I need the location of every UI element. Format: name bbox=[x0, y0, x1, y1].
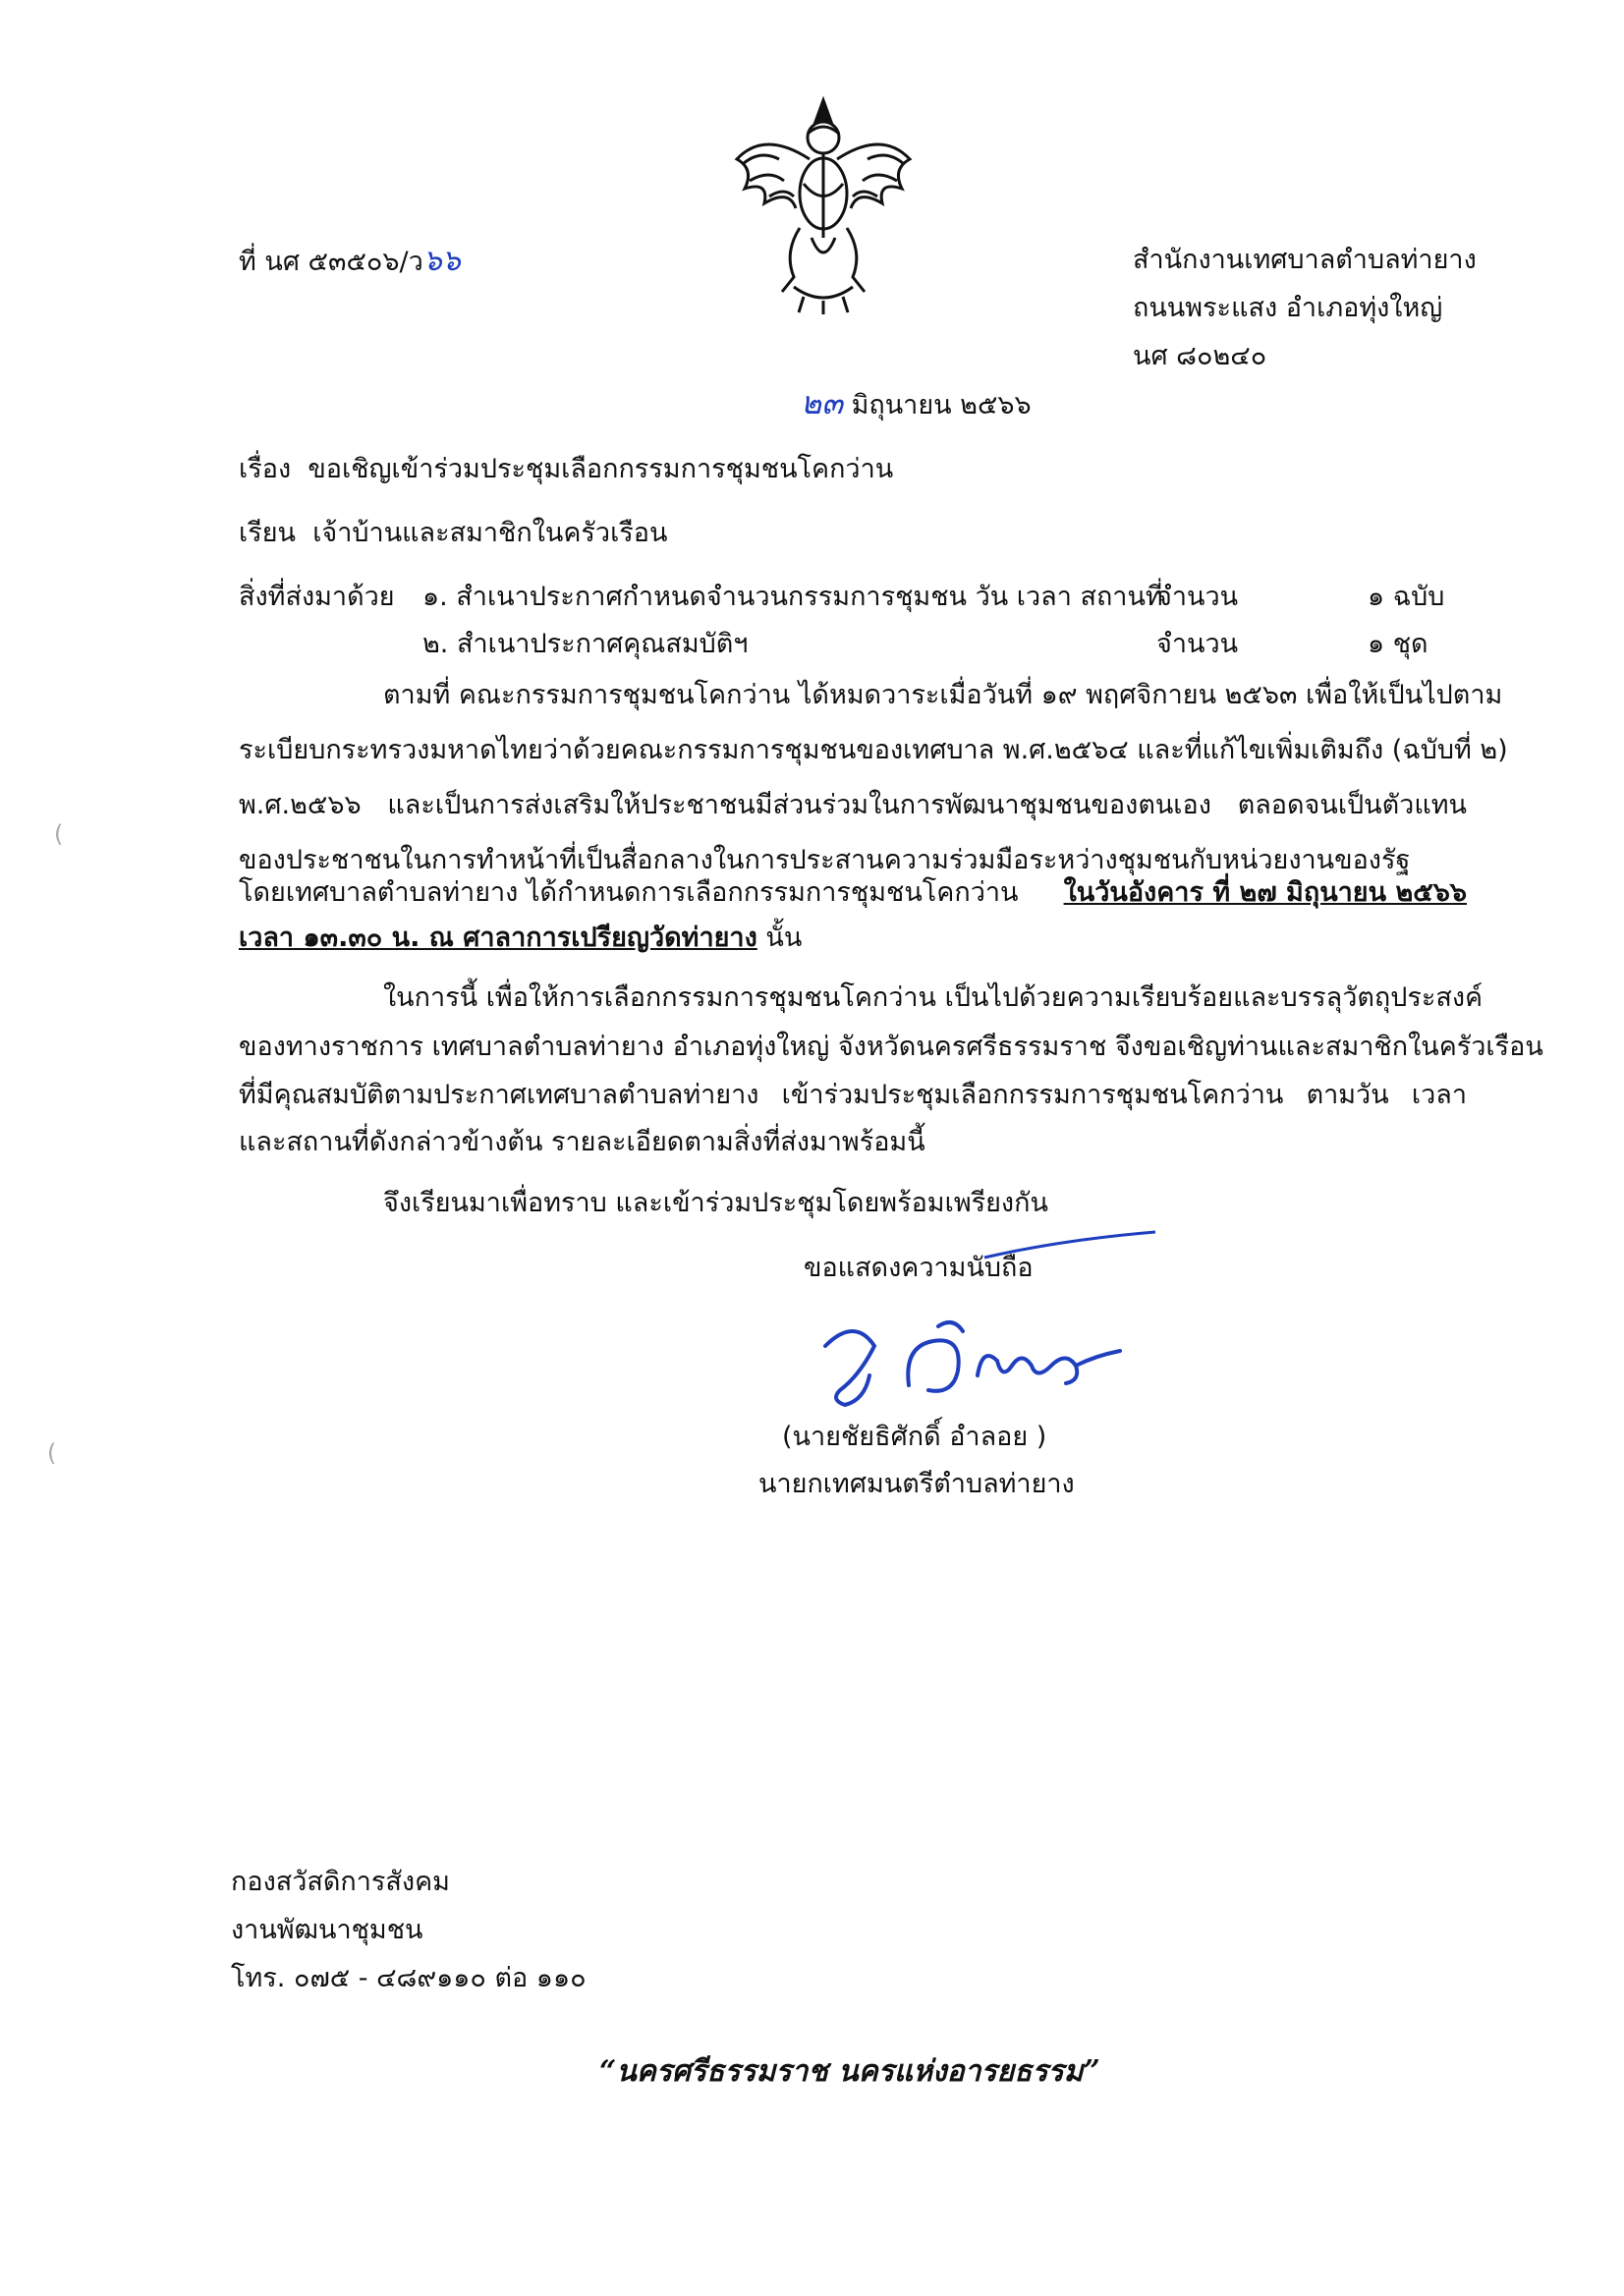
enclosure-item-2-qty-label: จำนวน bbox=[1156, 629, 1239, 659]
paragraph-1-line-5-text: โดยเทศบาลตำบลท่ายาง ได้กำหนดการเลือกกรรมการชุมชนโคกว่าน bbox=[239, 877, 1019, 908]
document-number-prefix: ที่ นศ ๕๓๕๐๖/ว bbox=[239, 247, 423, 277]
enclosure-item-1: ๑. สำเนาประกาศกำหนดจำนวนกรรมการชุมชน วัน เวลา สถานที่ bbox=[422, 582, 1163, 612]
enclosures-label: สิ่งที่ส่งมาด้วย bbox=[239, 582, 395, 612]
enclosure-item-1-qty: ๑ ฉบับ bbox=[1368, 582, 1445, 612]
contact-division: กองสวัสดิการสังคม bbox=[231, 1867, 450, 1897]
paragraph-2-line-1: ในการนี้ เพื่อให้การเลือกกรรมการชุมชนโคกว่าน เป็นไปด้วยความเรียบร้อยและบรรลุวัตถุประสงค์ bbox=[383, 982, 1484, 1013]
salutation-label: เรียน bbox=[239, 518, 297, 548]
meeting-time-place-highlight: เวลา ๑๓.๓๐ น. ณ ศาลาการเปรียญวัดท่ายาง bbox=[239, 923, 757, 953]
salutation-line bbox=[239, 511, 667, 553]
paragraph-1-line-2: ระเบียบกระทรวงมหาดไทยว่าด้วยคณะกรรมการชุมชนของเทศบาล พ.ศ.๒๕๖๔ และที่แก้ไขเพิ่มเติมถึง (ฉบับที่ ๒) bbox=[239, 735, 1508, 765]
paragraph-1-line-4: ของประชาชนในการทำหน้าที่เป็นสื่อกลางในการประสานความร่วมมือระหว่างชุมชนกับหน่วยงานของรัฐ bbox=[239, 845, 1411, 875]
paragraph-2-line-3: ที่มีคุณสมบัติตามประกาศเทศบาลตำบลท่ายาง เข้าร่วมประชุมเลือกกรรมการชุมชนโคกว่าน ตามวัน เวลา bbox=[239, 1080, 1467, 1110]
paragraph-2-line-4: และสถานที่ดังกล่าวข้างต้น รายละเอียดตามสิ่งที่ส่งมาพร้อมนี้ bbox=[239, 1127, 925, 1157]
signatory-position: นายกเทศมนตรีตำบลท่ายาง bbox=[758, 1469, 1075, 1499]
closing-line: จึงเรียนมาเพื่อทราบ และเข้าร่วมประชุมโดยพร้อมเพรียงกัน bbox=[383, 1188, 1048, 1218]
contact-phone: โทร. ๐๗๕ - ๔๘๙๑๑๐ ต่อ ๑๑๐ bbox=[231, 1963, 587, 1993]
contact-section: งานพัฒนาชุมชน bbox=[231, 1915, 423, 1945]
document-number bbox=[239, 238, 461, 284]
paragraph-1-line-6-tail: นั้น bbox=[756, 923, 803, 953]
garuda-emblem bbox=[725, 90, 922, 316]
scan-mark: ( bbox=[47, 1439, 57, 1467]
paragraph-1-line-3: พ.ศ.๒๕๖๖ และเป็นการส่งเสริมให้ประชาชนมีส่วนร่วมในการพัฒนาชุมชนของตนเอง ตลอดจนเป็นตัวแทน bbox=[239, 790, 1467, 820]
enclosure-item-2-qty: ๑ ชุด bbox=[1368, 629, 1428, 659]
paragraph-1-line-6 bbox=[239, 916, 1467, 961]
office-address-line1: สำนักงานเทศบาลตำบลท่ายาง bbox=[1133, 245, 1477, 275]
date-month-year: มิถุนายน ๒๕๖๖ bbox=[851, 390, 1032, 420]
document-date bbox=[801, 378, 1032, 428]
scan-mark: ( bbox=[54, 820, 64, 848]
salutation-text: เจ้าบ้านและสมาชิกในครัวเรือน bbox=[312, 518, 668, 548]
document-number-handwritten: ๖๖ bbox=[422, 244, 461, 278]
subject-label: เรื่อง bbox=[239, 454, 292, 484]
office-address-line2: ถนนพระแสง อำเภอทุ่งใหญ่ bbox=[1133, 293, 1443, 323]
signature-regards: ขอแสดงความนับถือ bbox=[804, 1253, 1034, 1283]
motto: “นครศรีธรรมราช นครแห่งอารยธรรม” bbox=[599, 2054, 1100, 2089]
enclosure-item-1-qty-label: จำนวน bbox=[1156, 582, 1239, 612]
office-postcode: นศ ๘๐๒๔๐ bbox=[1133, 341, 1267, 371]
subject-line bbox=[239, 447, 893, 489]
paragraph-1-line-5 bbox=[239, 870, 1467, 916]
enclosure-item-2: ๒. สำเนาประกาศคุณสมบัติฯ bbox=[422, 629, 749, 659]
paragraph-1-line-1: ตามที่ คณะกรรมการชุมชนโคกว่าน ได้หมดวาระเมื่อวันที่ ๑๙ พฤศจิกายน ๒๕๖๓ เพื่อให้เป็นไปตาม bbox=[383, 680, 1503, 710]
signature bbox=[815, 1307, 1130, 1415]
date-day-handwritten: ๒๓ bbox=[801, 384, 843, 421]
subject-text: ขอเชิญเข้าร่วมประชุมเลือกกรรมการชุมชนโคกว่าน bbox=[308, 454, 894, 484]
meeting-date-highlight: ในวันอังคาร ที่ ๒๗ มิถุนายน ๒๕๖๖ bbox=[1063, 877, 1467, 908]
paragraph-2-line-2: ของทางราชการ เทศบาลตำบลท่ายาง อำเภอทุ่งใหญ่ จังหวัดนครศรีธรรมราช จึงขอเชิญท่านและสมาชิกในครัวเรือน bbox=[239, 1032, 1543, 1062]
signatory-name: (นายชัยธิศักดิ์ อำลอย ) bbox=[782, 1422, 1047, 1452]
signature-flourish bbox=[982, 1228, 1159, 1267]
